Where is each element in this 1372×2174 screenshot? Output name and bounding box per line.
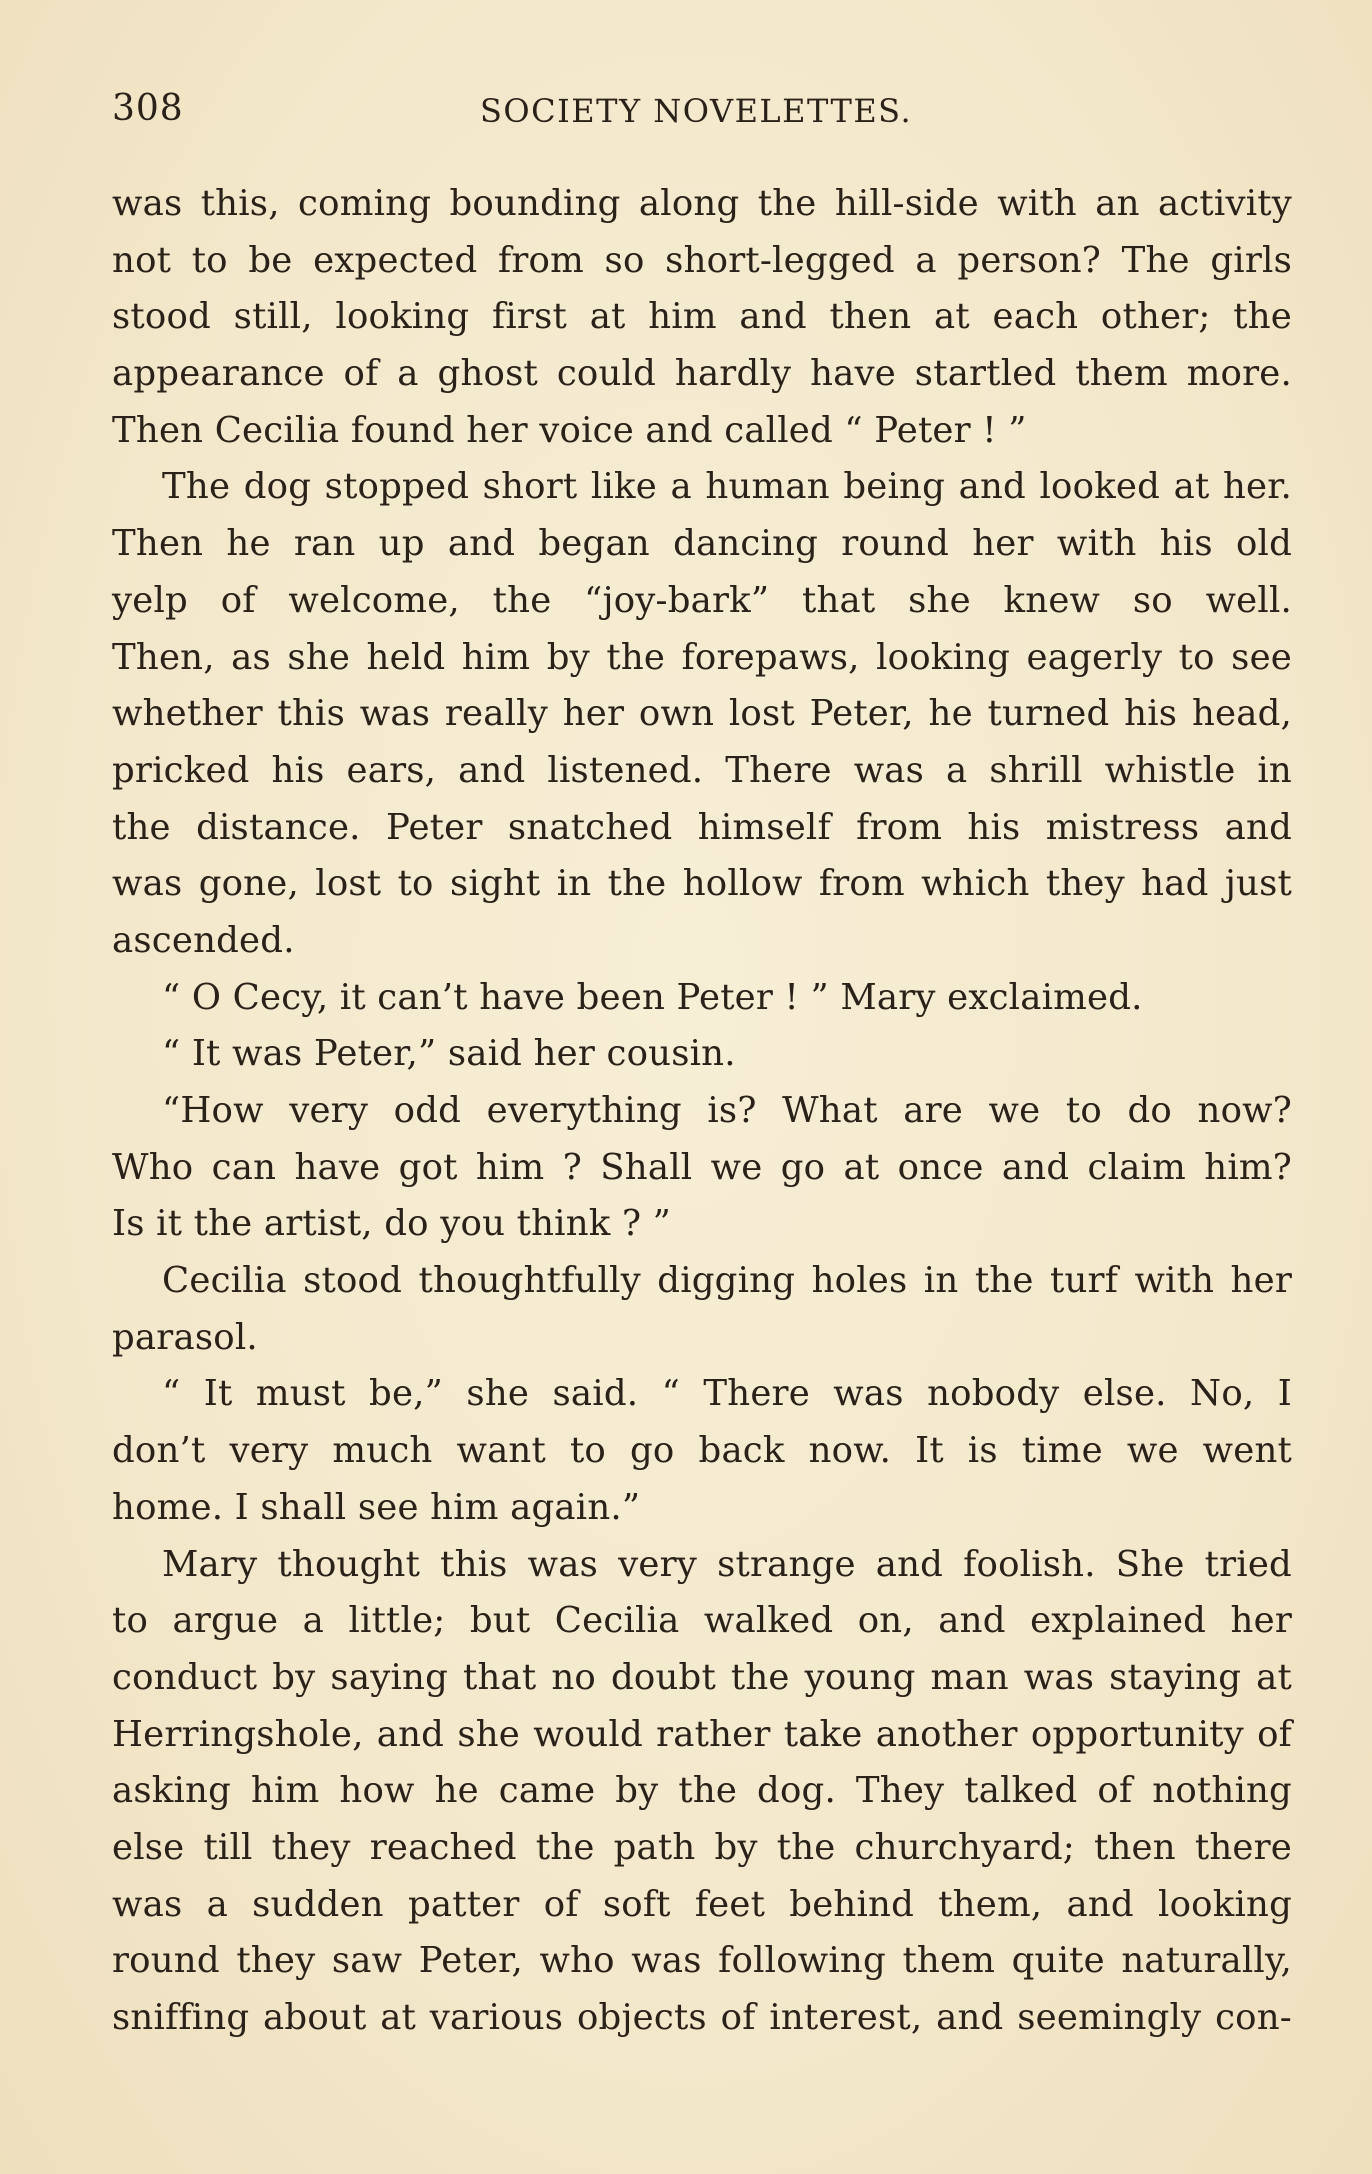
text-line: was this, coming bounding along the hill-side with an activity	[112, 183, 1292, 224]
page-number: 308	[112, 88, 184, 129]
body-text	[112, 176, 1292, 2047]
text-line: Then, as she held him by the forepaws, looking eagerly to see	[112, 636, 1292, 678]
text-line: whether this was really her own lost Peter, he turned his head,	[112, 693, 1292, 735]
text-line: Is it the artist, do you think ? ”	[112, 1203, 672, 1245]
text-line: ascended.	[112, 919, 295, 961]
text-line: round they saw Peter, who was following them quite naturally,	[112, 1940, 1292, 1982]
text-line: Cecilia stood thoughtfully digging holes in the turf with her	[162, 1260, 1292, 1302]
text-line: don’t very much want to go back now. It is time we went	[112, 1430, 1292, 1472]
text-line: to argue a little; but Cecilia walked on, and explained her	[112, 1600, 1292, 1642]
text-line: “ It must be,” she said. “ There was nobody else. No, I	[162, 1373, 1292, 1415]
text-line: Who can have got him ? Shall we go at once and claim him?	[112, 1146, 1292, 1188]
text-line: was a sudden patter of soft feet behind them, and looking	[112, 1883, 1292, 1925]
text-line: The dog stopped short like a human being and looked at her.	[162, 466, 1292, 508]
text-line: else till they reached the path by the churchyard; then there	[112, 1826, 1292, 1868]
text-line: Then he ran up and began dancing round her with his old	[112, 523, 1292, 565]
text-line: sniffing about at various objects of interest, and seemingly con-	[112, 1997, 1292, 2038]
text-line: home. I shall see him again.”	[112, 1486, 641, 1528]
text-line: asking him how he came by the dog. They talked of nothing	[112, 1770, 1292, 1812]
text-line: appearance of a ghost could hardly have startled them more.	[112, 353, 1292, 395]
running-head: SOCIETY NOVELETTES.	[480, 92, 913, 130]
text-line: was gone, lost to sight in the hollow from which they had just	[112, 863, 1292, 905]
text-line: Then Cecilia found her voice and called “ Peter ! ”	[112, 409, 1027, 451]
text-line: pricked his ears, and listened. There was a shrill whistle in	[112, 749, 1292, 791]
text-line: conduct by saying that no doubt the young man was staying at	[112, 1656, 1292, 1698]
text-line: Herringshole, and she would rather take another opportunity of	[112, 1713, 1292, 1755]
text-line: “ O Cecy, it can’t have been Peter ! ” Mary exclaimed.	[162, 976, 1143, 1018]
text-line: “How very odd everything is? What are we to do now?	[162, 1090, 1292, 1131]
text-line: parasol.	[112, 1316, 258, 1358]
text-line: the distance. Peter snatched himself from his mistress and	[112, 806, 1292, 848]
text-line: stood still, looking first at him and then at each other; the	[112, 296, 1292, 338]
page-header	[112, 88, 1272, 138]
text-line: Mary thought this was very strange and foolish. She tried	[162, 1543, 1292, 1585]
text-line: yelp of welcome, the “joy-bark” that she knew so well.	[112, 579, 1292, 621]
text-line: not to be expected from so short-legged a person? The girls	[112, 239, 1292, 281]
text-line: “ It was Peter,” said her cousin.	[162, 1033, 736, 1075]
